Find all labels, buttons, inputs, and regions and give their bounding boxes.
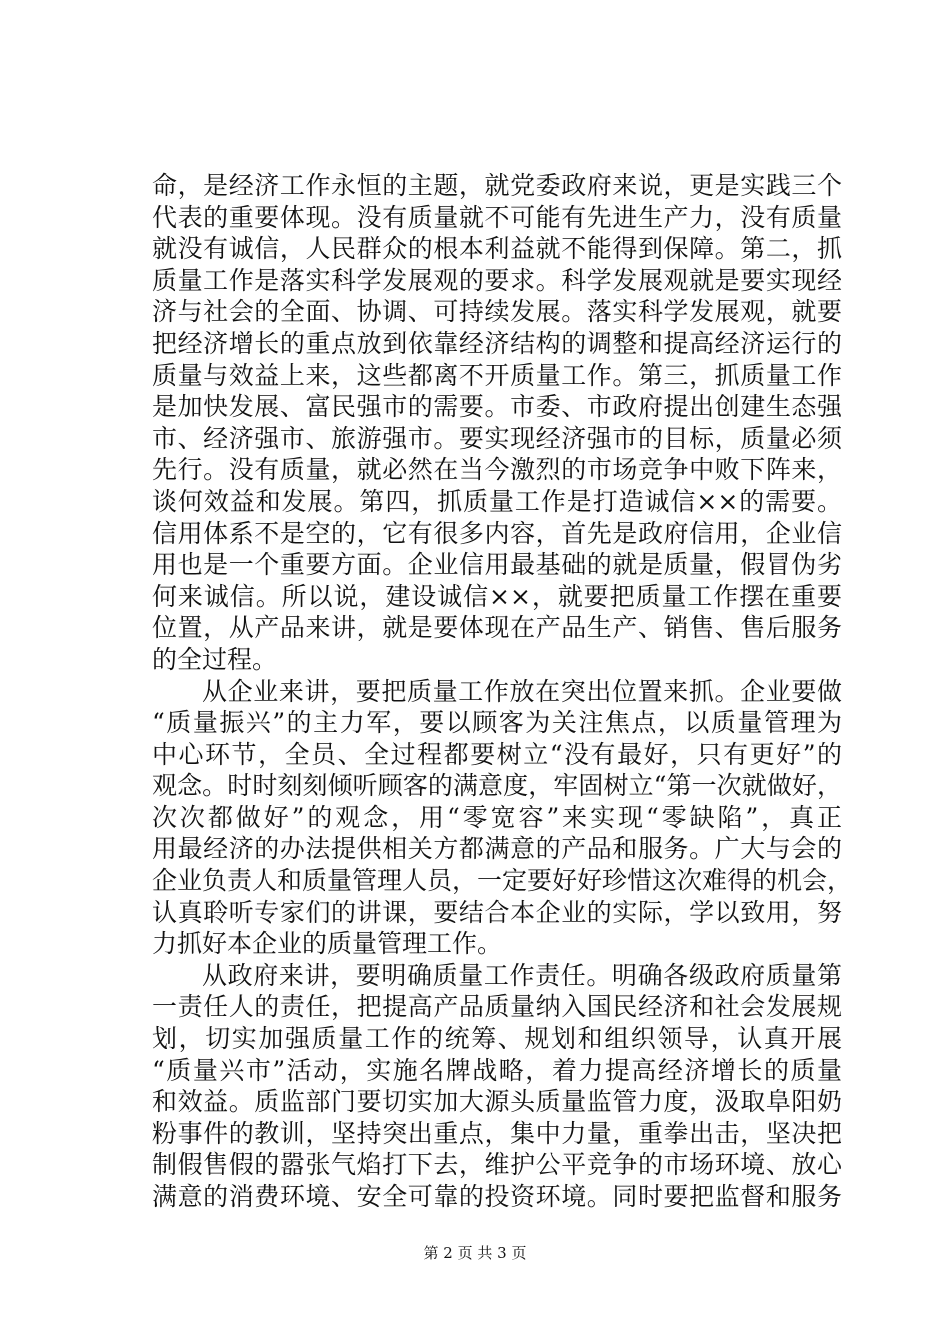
text-line: 和效益。质监部门要切实加大源头质量监管力度，汲取阜阳奶 [152,1087,842,1117]
text-line: 谈何效益和发展。第四，抓质量工作是打造诚信××的需要。 [152,486,842,516]
text-line: 力抓好本企业的质量管理工作。 [152,929,503,959]
text-line: 是加快发展、富民强市的需要。市委、市政府提出创建生态强 [152,392,842,422]
text-line: 质量工作是落实科学发展观的要求。科学发展观就是要实现经 [152,265,842,295]
document-body [152,170,853,1213]
text-line: 制假售假的嚣张气焰打下去，维护公平竞争的市场环境、放心 [152,1150,842,1180]
text-line: “质量振兴”的主力军，要以顾客为关注焦点，以质量管理为 [152,708,842,738]
text-line: 中心环节，全员、全过程都要树立“没有最好，只有更好”的 [152,739,842,769]
text-line: 用也是一个重要方面。企业信用最基础的就是质量，假冒伪劣 [152,550,842,580]
text-line: 从企业来讲，要把质量工作放在突出位置来抓。企业要做 [202,676,842,706]
text-line: 一责任人的责任，把提高产品质量纳入国民经济和社会发展规 [152,992,842,1022]
text-line: 何来诚信。所以说，建设诚信××，就要把质量工作摆在重要 [152,581,842,611]
text-line: 信用体系不是空的，它有很多内容，首先是政府信用，企业信 [152,518,842,548]
text-line: 企业负责人和质量管理人员，一定要好好珍惜这次难得的机会， [152,866,853,896]
text-line: 命，是经济工作永恒的主题，就党委政府来说，更是实践三个 [152,171,842,200]
text-line: 用最经济的办法提供相关方都满意的产品和服务。广大与会的 [152,834,842,864]
page-footer: 第 2 页 共 3 页 [423,1244,527,1262]
text-line: 位置，从产品来讲，就是要体现在产品生产、销售、售后服务 [152,613,842,643]
text-line: 划，切实加强质量工作的统筹、规划和组织领导，认真开展 [152,1024,842,1054]
text-line: 济与社会的全面、协调、可持续发展。落实科学发展观，就要 [152,297,842,327]
text-line: “质量兴市”活动，实施名牌战略，着力提高经济增长的质量 [152,1055,842,1085]
text-line: 先行。没有质量，就必然在当今激烈的市场竞争中败下阵来， [152,455,842,485]
text-line: 的全过程。 [152,644,278,674]
text-line: 粉事件的教训，坚持突出重点，集中力量，重拳出击，坚决把 [152,1118,842,1148]
text-line: 就没有诚信，人民群众的根本利益就不能得到保障。第二，抓 [152,234,842,264]
text-line: 次次都做好”的观念，用“零宽容”来实现“零缺陷”，真正 [152,802,842,832]
text-line: 市、经济强市、旅游强市。要实现经济强市的目标，质量必须 [152,423,842,453]
text-line: 认真聆听专家们的讲课，要结合本企业的实际，学以致用，努 [152,897,842,927]
text-line: 满意的消费环境、安全可靠的投资环境。同时要把监督和服务 [152,1182,842,1211]
text-line: 把经济增长的重点放到依靠经济结构的调整和提高经济运行的 [152,328,842,358]
text-line: 从政府来讲，要明确质量工作责任。明确各级政府质量第 [202,960,842,990]
text-line: 观念。时时刻刻倾听顾客的满意度，牢固树立“第一次就做好， [152,771,842,801]
text-line: 质量与效益上来，这些都离不开质量工作。第三，抓质量工作 [152,360,842,390]
text-line: 代表的重要体现。没有质量就不可能有先进生产力，没有质量 [152,202,842,232]
